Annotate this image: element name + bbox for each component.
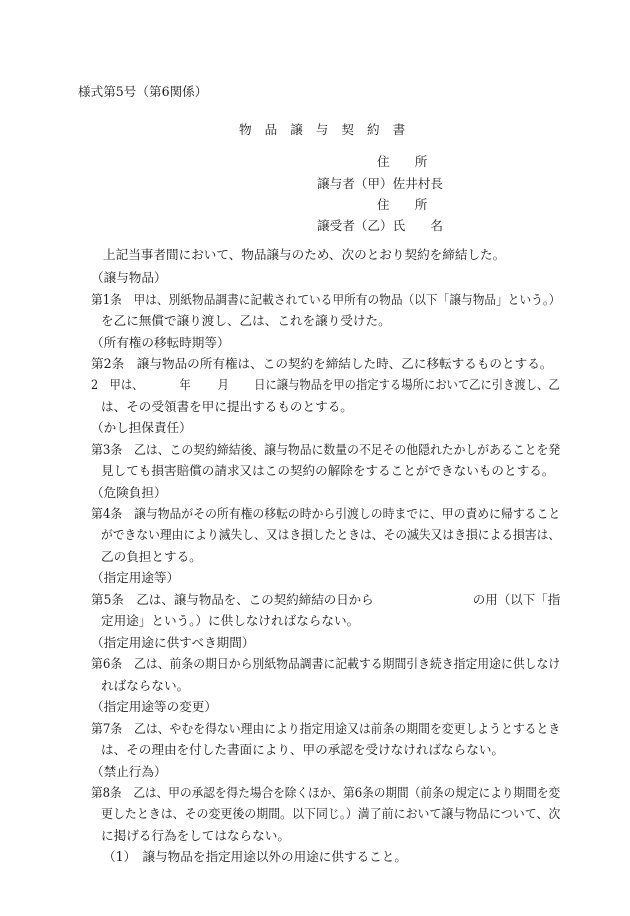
article-8-line-1: 第8条 乙は、甲の承認を得た場合を除くほか、第6条の期間（前条の規定により期間を変 [91,785,561,800]
article-5-line-1 [91,592,560,608]
article-3-line-1: 第3条 乙は、この契約締結後、譲与物品に数量の不足その他隠れたかしがあることを発 [91,442,561,457]
article-7-line-2: は、その理由を付した書面により、甲の承認を受けなければならない。 [101,742,504,757]
article-8-item-1: （1） 譲与物品を指定用途以外の用途に供すること。 [103,849,407,864]
article-7-heading: （指定用途等の変更） [91,699,217,714]
article-6-line-2: ればならない。 [101,678,190,693]
article-8-line-3: に掲げる行為をしてはならない。 [101,828,290,843]
article-4-line-3: 乙の負担とする。 [101,549,202,564]
article-8-heading: （禁止行為） [91,764,167,779]
article-3-line-2: 見しても損害賠償の請求又はこの契約の解除をすることができないものとする。 [101,463,555,478]
article-1-heading: （譲与物品） [91,270,167,285]
article-6-heading: （指定用途に供すべき期間） [91,635,255,650]
article-8-line-2: 更したときは、その変更後の期間。以下同じ。）満了前において譲与物品について、次 [101,806,561,821]
article-2-heading: （所有権の移転時期等） [91,335,230,350]
article-5-heading: （指定用途等） [91,570,180,585]
article-2-day-text: 日に譲与物品を甲の指定する場所において乙に引き渡し、乙 [254,377,560,392]
article-7-line-1: 第7条 乙は、やむを得ない理由により指定用途又は前条の期間を変更しようとするとき [91,721,561,736]
document-title: 物品譲与契約書 [239,122,419,137]
article-1-line-1: 第1条 甲は、別紙物品調書に記載されている甲所有の物品（以下「譲与物品」という。） [91,292,561,307]
article-2-year-label: 年 [179,377,191,392]
grantee-address-label: 住 所 [377,197,428,212]
intro-paragraph: 上記当事者間において、物品譲与のため、次のとおり契約を締結した。 [103,247,506,262]
form-number: 様式第5号（第6関係） [78,84,208,99]
article-4-heading: （危険負担） [91,485,167,500]
grantor-name-label: 譲与者（甲）佐井村長 [317,176,443,191]
article-6-line-1: 第6条 乙は、前条の期日から別紙物品調書に記載する期間引き続き指定用途に供しなけ [91,656,561,671]
article-2-para-2-number: 2 甲は、 [91,377,144,392]
article-2-line-3: は、その受領書を甲に提出するものとする。 [101,399,353,414]
article-4-line-1: 第4条 譲与物品がその所有権の移転の時から引渡しの時までに、甲の責めに帰すること [91,506,561,521]
article-3-heading: （かし担保責任） [91,420,192,435]
article-2-line-1: 第2条 譲与物品の所有権は、この契約を締結した時、乙に移転するものとする。 [91,356,553,371]
article-5-line-1-start: 第5条 乙は、譲与物品を、この契約締結の日から [91,592,374,607]
article-1-line-2: を乙に無償で譲り渡し、乙は、これを譲り受けた。 [101,313,391,328]
grantor-address-label: 住 所 [377,154,428,169]
article-2-para-2-line [91,377,560,393]
grantee-name-label: 譲受者（乙）氏 名 [317,218,443,233]
article-5-line-2: 定用途」という。）に供しなければならない。 [101,613,360,628]
article-4-line-2: ができない理由により滅失し、又はき損したときは、その滅失又はき損による損害は、 [101,527,561,542]
article-5-line-1-end: の用（以下「指 [472,592,561,607]
article-2-month-label: 月 [217,377,229,392]
